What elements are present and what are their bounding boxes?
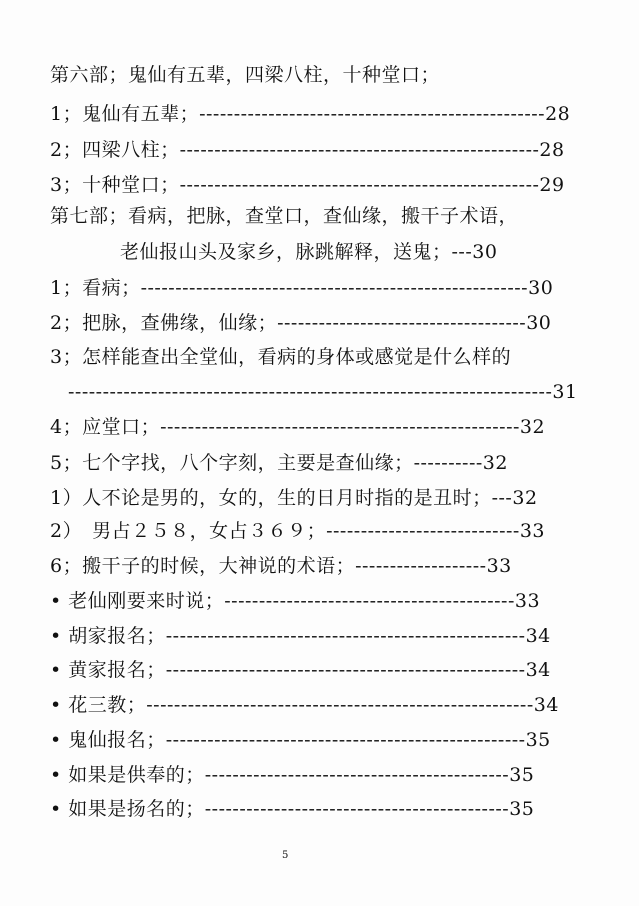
toc-entry-3: 3；十种堂口；----------------------------------------------------29 — [50, 174, 565, 196]
toc-entry-1: 1；看病；--------------------------------------------------------30 — [50, 277, 554, 299]
toc-entry-3: 3；怎样能查出全堂仙，看病的身体或感觉是什么样的 — [50, 346, 512, 368]
toc-entry-1: 1；鬼仙有五辈；--------------------------------------------------28 — [50, 103, 571, 125]
toc-bullet-entry: • 黄家报名；----------------------------------------------------34 — [50, 659, 551, 681]
toc-entry-3-continued: ----------------------------------------------------------------------31 — [68, 381, 578, 403]
toc-entry-5: 5；七个字找，八个字刻，主要是查仙缘；----------32 — [50, 452, 508, 474]
toc-bullet-entry: • 胡家报名；----------------------------------------------------34 — [50, 625, 551, 647]
section-heading-part-6: 第六部；鬼仙有五辈，四梁八柱，十种堂口； — [50, 64, 441, 86]
toc-bullet-entry: • 花三教；--------------------------------------------------------34 — [50, 694, 559, 716]
section-heading-part-7: 第七部；看病，把脉，查堂口，查仙缘，搬干子术语， — [50, 205, 519, 227]
toc-bullet-entry: • 鬼仙报名；----------------------------------------------------35 — [50, 729, 551, 751]
toc-entry-2: 2；把脉，查佛缘，仙缘；------------------------------------30 — [50, 312, 552, 334]
section-heading-part-7-continued: 老仙报山头及家乡，脉跳解释，送鬼；---30 — [120, 241, 498, 263]
toc-subentry-1: 1）人不论是男的，女的，生的日月时指的是丑时；---32 — [50, 487, 538, 509]
toc-bullet-entry: • 如果是扬名的；--------------------------------------------35 — [50, 798, 535, 820]
toc-entry-6: 6；搬干子的时候，大神说的术语；-------------------33 — [50, 555, 512, 577]
toc-subentry-2: 2） 男占２５８，女占３６９；----------------------------33 — [50, 520, 546, 542]
toc-bullet-entry: • 如果是供奉的；--------------------------------------------35 — [50, 764, 535, 786]
toc-entry-4: 4；应堂口；----------------------------------------------------32 — [50, 416, 546, 438]
toc-entry-2: 2；四梁八柱；----------------------------------------------------28 — [50, 139, 565, 161]
toc-bullet-entry: • 老仙刚要来时说；------------------------------------------33 — [50, 590, 541, 612]
page-number: 5 — [282, 850, 289, 861]
